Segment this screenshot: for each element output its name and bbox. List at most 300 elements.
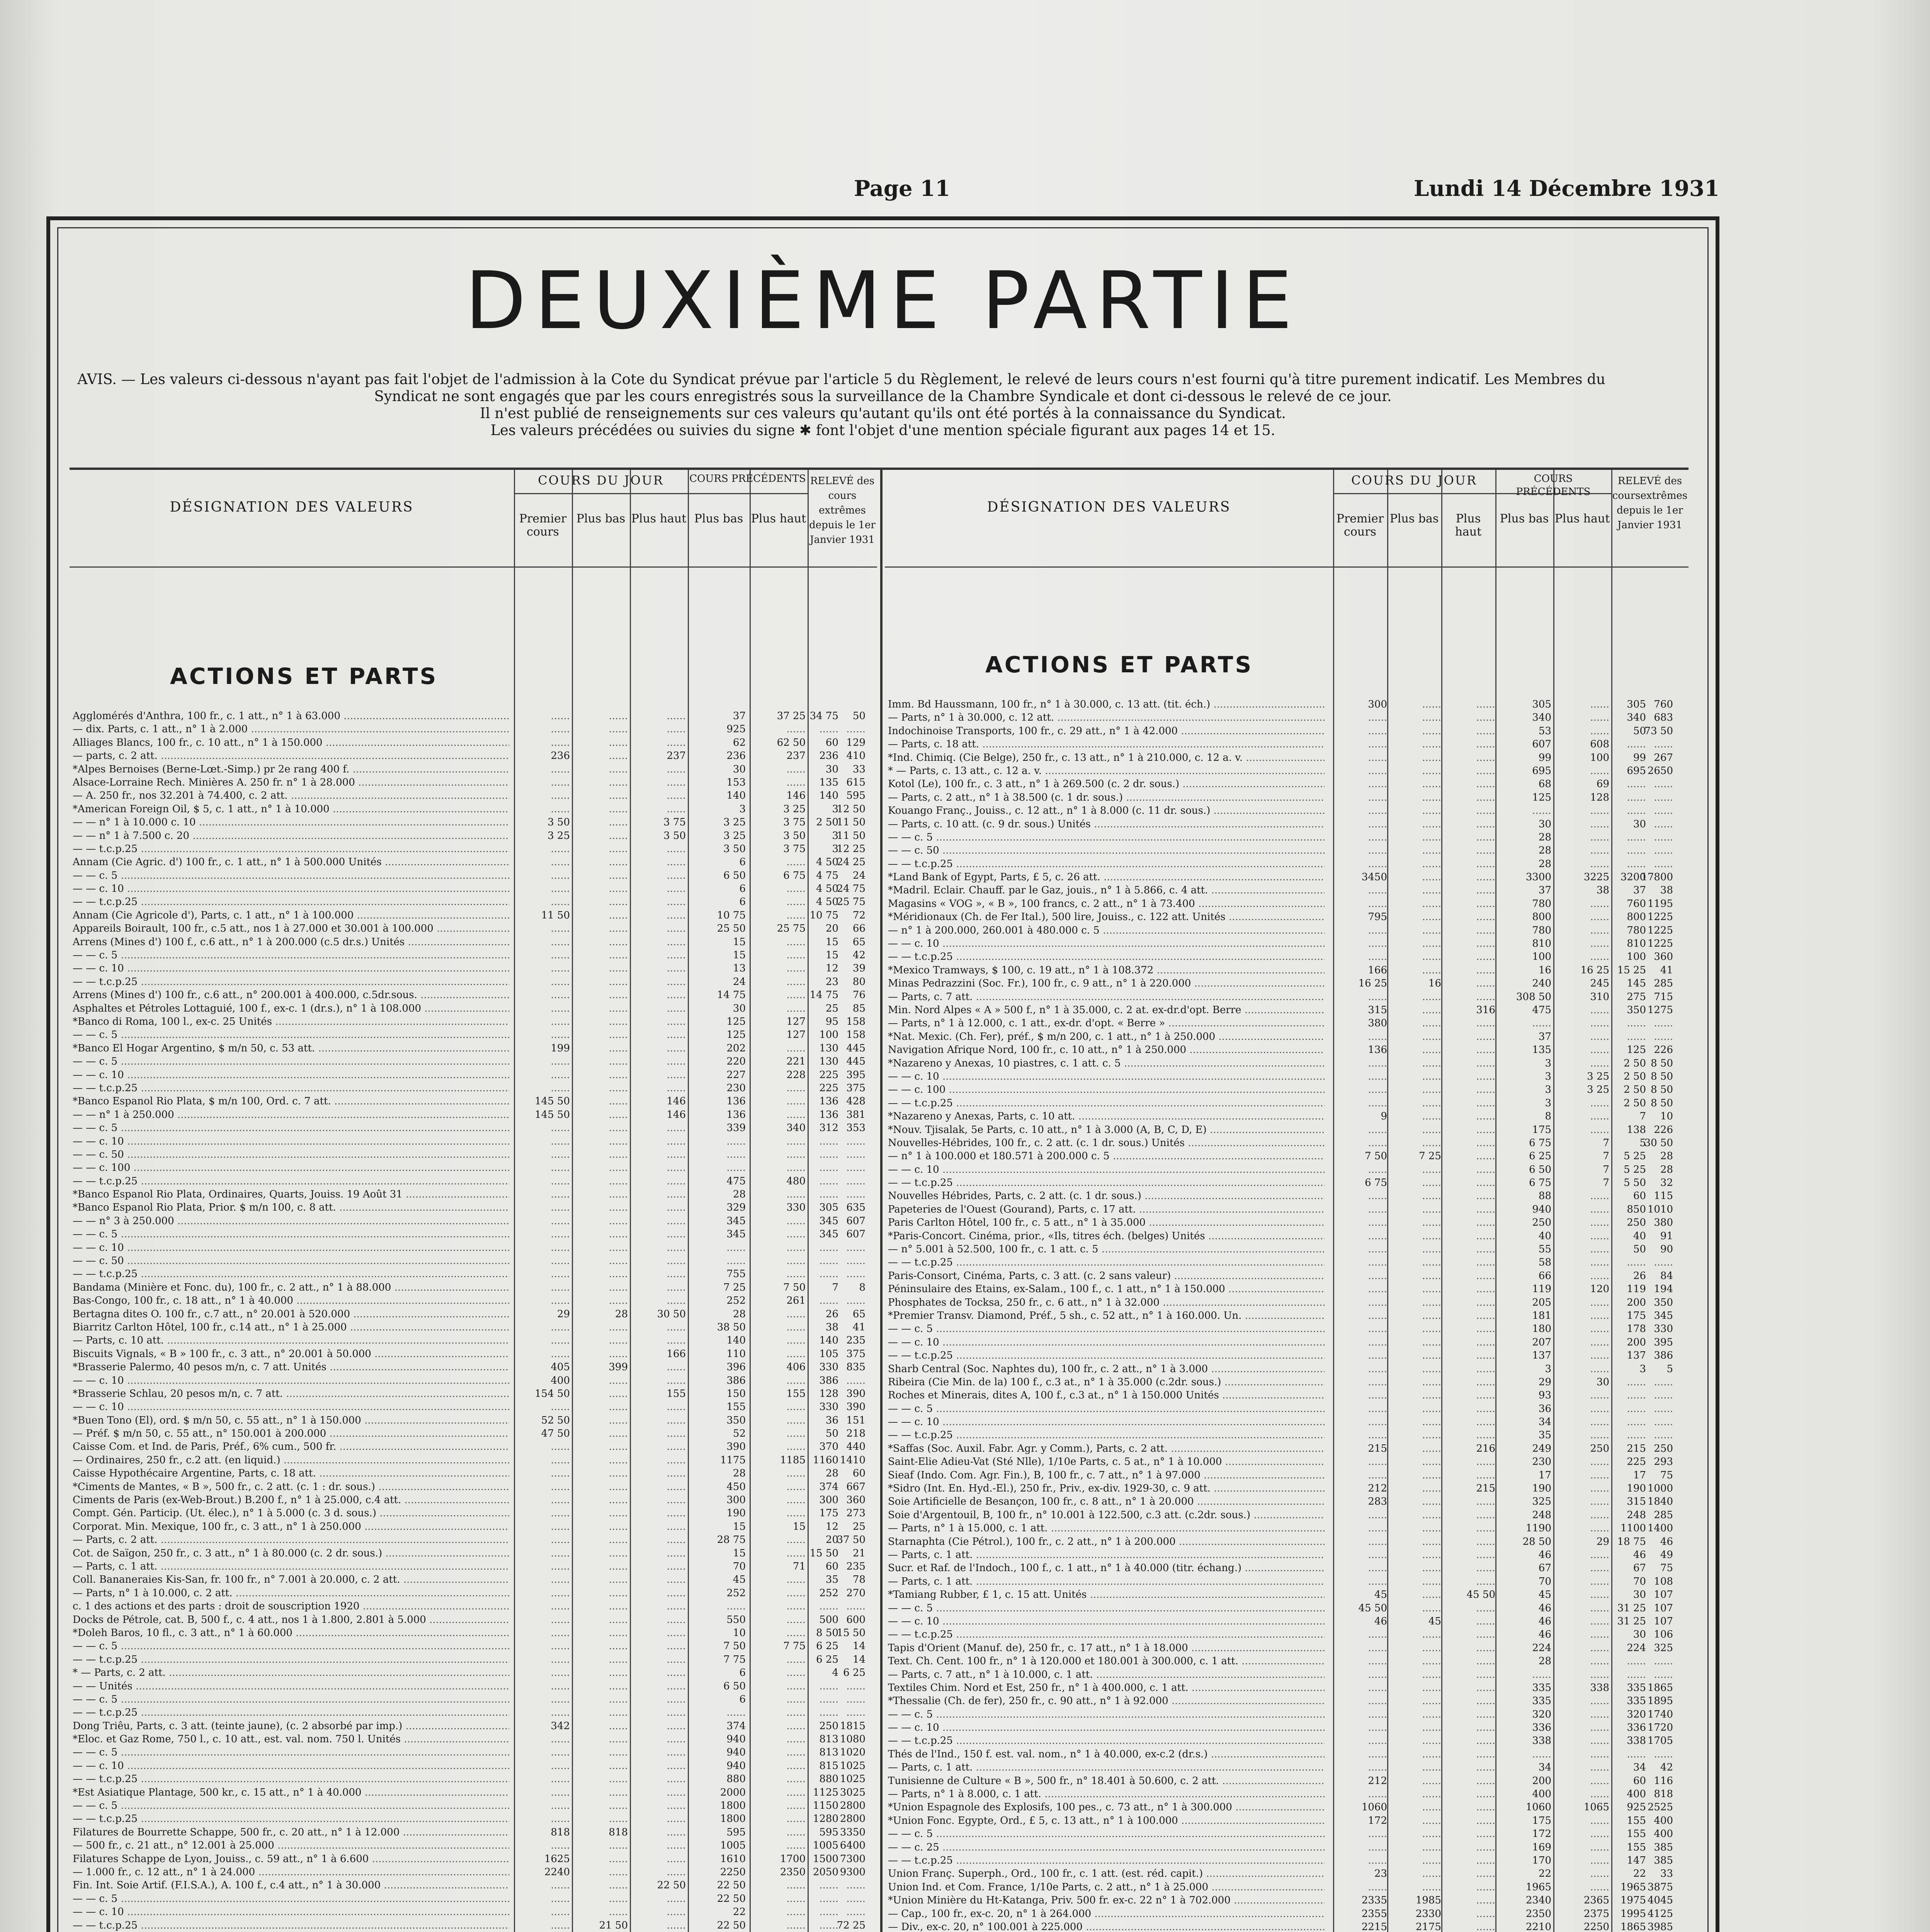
releve-high-value: 32 [1660, 1177, 1673, 1189]
prec-bas-value: 37 [1538, 1031, 1551, 1043]
plus-bas-value [570, 1653, 628, 1666]
prec-bas-value: 46 [1538, 1629, 1551, 1641]
table-row [885, 1628, 1689, 1641]
security-name: — Parts, c. 10 att. (c. 9 dr. sous.) Unités ..... [888, 818, 1325, 831]
releve-low-value: 225 [819, 1082, 838, 1094]
releve-high-value [823, 1254, 866, 1267]
releve-high-value: 194 [1654, 1283, 1673, 1295]
premier-cours-value [1329, 1761, 1387, 1774]
plus-bas-value [570, 1693, 628, 1706]
prec-bas-value: 34 [1538, 1416, 1551, 1428]
security-name: — — c. 10 ..... [888, 1721, 1325, 1734]
prec-bas-value: 10 75 [717, 909, 746, 921]
left-table [70, 470, 877, 1932]
premier-cours-value [1329, 804, 1387, 817]
premier-cours-value [1329, 1469, 1387, 1482]
plus-bas-value [570, 776, 628, 789]
table-row [885, 857, 1689, 871]
releve-low-value: 15 [825, 936, 838, 948]
prec-bas-value: 110 [726, 1348, 746, 1360]
table-row [70, 816, 877, 829]
security-name: — — t.c.p.25 ..... [888, 1349, 1325, 1362]
plus-haut-value [1437, 1469, 1495, 1482]
premier-cours-value [1329, 1189, 1387, 1202]
releve-low-value: 330 [819, 1401, 838, 1413]
releve-low-value: 1865 [1620, 1921, 1646, 1932]
prec-bas-value: 38 50 [717, 1321, 746, 1333]
releve-low-value: 10 75 [809, 909, 838, 921]
plus-haut-value [1437, 1349, 1495, 1362]
prec-haut-value: 221 [786, 1056, 806, 1068]
security-name: *Tamiang Rubber, £ 1, c. 15 att. Unités ..... [888, 1588, 1325, 1601]
prec-haut-value: 30 [1596, 1376, 1609, 1388]
releve-high-value: 395 [846, 1069, 866, 1081]
plus-bas-value [1383, 1774, 1441, 1787]
prec-bas-value [688, 1600, 746, 1613]
premier-cours-value [1329, 937, 1387, 950]
plus-bas-value [570, 975, 628, 988]
plus-bas-value: 399 [609, 1361, 628, 1373]
security-name: — — c. 50 ..... [73, 1254, 509, 1267]
security-name: Kouango Franç., Jouiss., c. 12 att., n° 1 à 8.000 (c. 11 dr. sous.) ..... [888, 804, 1325, 817]
notice-line: Il n'est publié de renseignements sur ces valeurs qu'autant qu'ils ont été portés à la connaissance du Syndicat. [480, 405, 1286, 422]
prec-bas-value [1493, 1017, 1551, 1030]
premier-cours-value [512, 1759, 570, 1772]
plus-bas-value [1383, 1469, 1441, 1482]
plus-haut-value [628, 723, 686, 736]
releve-high-value: 1000 [1647, 1483, 1673, 1495]
releve-high-value: 42 [1660, 1762, 1673, 1774]
premier-cours-value [1329, 1057, 1387, 1070]
releve-high-value: 25 [852, 1520, 866, 1532]
table-row [70, 1533, 877, 1546]
plus-bas-value [1383, 1256, 1441, 1269]
plus-haut-value [628, 1653, 686, 1666]
security-name: Paris-Consort, Cinéma, Parts, c. 3 att. (c. 2 sans valeur) ..... [888, 1269, 1325, 1282]
plus-haut-value [628, 949, 686, 962]
plus-bas-value [1383, 1189, 1441, 1202]
prec-haut-value [1551, 1628, 1609, 1641]
plus-haut-value [1437, 1694, 1495, 1708]
releve-low-value: 4 50 [816, 883, 838, 895]
plus-bas-value [1383, 1070, 1441, 1083]
premier-cours-value [1329, 1841, 1387, 1854]
releve-low-value: 400 [1627, 1788, 1646, 1800]
prec-bas-value: 3300 [1525, 871, 1551, 883]
prec-haut-value: 250 [1590, 1442, 1609, 1454]
prec-bas-value: 22 [1538, 1868, 1551, 1880]
security-name: *Paris-Concort. Cinéma, prior., «Ils, titres éch. (belges) Unités ..... [888, 1230, 1325, 1243]
plus-bas-value [570, 1161, 628, 1174]
premier-cours-value [1329, 924, 1387, 937]
releve-low-value: 305 [1627, 699, 1646, 710]
security-name: — — c. 25 ..... [888, 1841, 1325, 1854]
table-row [885, 1867, 1689, 1880]
releve-low-value: 335 [1627, 1695, 1646, 1707]
security-name: *Nat. Mexic. (Ch. Fer), préf., $ m/n 200, c. 1 att., n° 1 à 250.000 ..... [888, 1030, 1325, 1043]
premier-cours-value [512, 895, 570, 908]
prec-haut-value: 128 [1590, 791, 1609, 803]
releve-low-value: 1965 [1620, 1881, 1646, 1893]
security-name: — Parts, c. 2 att. ..... [73, 1533, 509, 1546]
releve-high-value: 218 [846, 1428, 866, 1440]
plus-haut-value [1437, 711, 1495, 724]
plus-haut-value [1437, 937, 1495, 950]
plus-bas-value [1383, 1827, 1441, 1840]
prec-haut-value: 3 25 [783, 803, 806, 815]
premier-cours-value [512, 1347, 570, 1361]
releve-high-value [823, 1374, 866, 1387]
plus-bas-value [1383, 1017, 1441, 1030]
prec-bas-value: 28 50 [1522, 1536, 1551, 1548]
plus-haut-value [1437, 1881, 1495, 1894]
plus-bas-value [570, 842, 628, 855]
prec-bas-value: 1005 [720, 1840, 746, 1852]
plus-haut-value: 215 [1476, 1483, 1495, 1495]
prec-bas-value: 29 [1538, 1376, 1551, 1388]
security-name: *Banco Espanol Rio Plata, $ m/n 100, Ord. c. 7 att. ..... [73, 1095, 509, 1108]
releve-high-value: 683 [1654, 712, 1673, 724]
security-name: Caisse Hypothécaire Argentine, Parts, c. 18 att. ..... [73, 1467, 509, 1480]
premier-cours-value: 818 [551, 1826, 570, 1838]
security-name: — — c. 5 ..... [73, 869, 509, 882]
plus-bas-value [1383, 1083, 1441, 1096]
table-row [70, 1108, 877, 1121]
plus-haut-value [1437, 1163, 1495, 1176]
plus-haut-value [1437, 698, 1495, 711]
premier-cours-value [512, 1188, 570, 1201]
releve-high-value: 595 [846, 790, 866, 802]
plus-bas-value [570, 1507, 628, 1520]
premier-cours-value: 212 [1368, 1775, 1387, 1787]
prec-haut-value [1551, 1097, 1609, 1110]
releve-low-value: 155 [1627, 1815, 1646, 1827]
plus-bas-value [570, 1573, 628, 1586]
prec-bas-value: 1060 [1525, 1801, 1551, 1813]
table-row [885, 924, 1689, 937]
prec-bas-value: 220 [726, 1056, 746, 1068]
premier-cours-value: 45 50 [1358, 1602, 1387, 1614]
premier-cours-value [512, 842, 570, 855]
releve-low-value: 6 25 [816, 1653, 838, 1665]
plus-bas-value [570, 723, 628, 736]
security-name: — — t.c.p.25 ..... [73, 842, 509, 855]
table-row [885, 1163, 1689, 1176]
plus-bas-value [1383, 1057, 1441, 1070]
premier-cours-value [512, 776, 570, 789]
releve-high-value: 445 [846, 1042, 866, 1054]
releve-high-value: 345 [1654, 1310, 1673, 1321]
releve-high-value [1631, 1748, 1673, 1761]
security-name: *Union Minière du Ht-Katanga, Priv. 500 fr. ex-c. 22 n° 1 à 702.000 ..... [888, 1894, 1325, 1907]
releve-low-value: 128 [819, 1388, 838, 1400]
premier-cours-value [1329, 1376, 1387, 1389]
table-row [885, 977, 1689, 990]
prec-bas-value: 6 [739, 1693, 746, 1705]
table-row [885, 1389, 1689, 1402]
table-row [70, 1772, 877, 1786]
releve-high-value: 285 [1654, 1509, 1673, 1521]
table-row [885, 818, 1689, 831]
table-row [885, 724, 1689, 738]
security-name: *Banco El Hogar Argentino, $ m/n 50, c. 53 att. ..... [73, 1042, 509, 1055]
plus-haut-value [628, 1560, 686, 1573]
premier-cours-value [512, 1161, 570, 1174]
premier-cours-value [512, 1879, 570, 1892]
security-name: Paris Carlton Hôtel, 100 fr., c. 5 att., n° 1 à 35.000 ..... [888, 1216, 1325, 1229]
table-row [70, 922, 877, 935]
plus-bas-value [1383, 1787, 1441, 1801]
premier-cours-value [1329, 1097, 1387, 1110]
prec-haut-value: 480 [786, 1175, 806, 1187]
prec-haut-value [1551, 1787, 1609, 1801]
table-row [885, 1230, 1689, 1243]
releve-high-value: 33 [1660, 1868, 1673, 1880]
plus-bas-value [1383, 1734, 1441, 1747]
plus-haut-value [628, 1400, 686, 1413]
security-name: — — c. 10 ..... [73, 1905, 509, 1918]
table-row [70, 1321, 877, 1334]
releve-low-value: 330 [819, 1361, 838, 1373]
releve-low-value: 386 [819, 1374, 838, 1386]
prec-haut-value: 38 [1596, 884, 1609, 896]
table-row [70, 1347, 877, 1361]
plus-haut-value [1437, 1801, 1495, 1814]
releve-high-value: 30 50 [1644, 1137, 1673, 1149]
plus-bas-value [1383, 964, 1441, 977]
releve-high-value [1631, 1389, 1673, 1402]
releve-high-value: 4125 [1647, 1908, 1673, 1920]
premier-cours-value: 145 50 [535, 1109, 570, 1121]
prec-bas-value: 28 [1538, 845, 1551, 857]
prec-bas-value: 35 [1538, 1429, 1551, 1441]
plus-bas-value [570, 1002, 628, 1015]
plus-haut-value [1437, 1841, 1495, 1854]
plus-bas-value [570, 763, 628, 776]
premier-cours-value [512, 1733, 570, 1746]
premier-cours-value [1329, 1136, 1387, 1150]
releve-high-value: 39 [852, 963, 866, 975]
plus-haut-value [1437, 1734, 1495, 1747]
prec-haut-value [1551, 1827, 1609, 1840]
premier-cours-value [512, 1600, 570, 1613]
premier-cours-value [512, 1121, 570, 1134]
prec-haut-value: 3 75 [783, 843, 806, 855]
plus-haut-value [628, 988, 686, 1002]
prec-bas-value: 925 [726, 723, 746, 735]
premier-cours-value [1329, 1402, 1387, 1415]
releve-high-value: 360 [846, 1494, 866, 1506]
plus-haut-value [628, 1480, 686, 1493]
releve-high-value: 65 [852, 936, 866, 948]
plus-bas-value [1383, 871, 1441, 884]
releve-high-value: 635 [846, 1202, 866, 1214]
security-name: — — n° 1 à 7.500 c. 20 ..... [73, 829, 509, 842]
prec-bas-value: 70 [733, 1561, 746, 1572]
plus-haut-value [1437, 1057, 1495, 1070]
table-row [70, 988, 877, 1002]
premier-cours-value [1329, 1734, 1387, 1747]
plus-haut-value [1437, 1243, 1495, 1256]
security-name: * — Parts, c. 13 att., c. 12 a. v. ..... [888, 764, 1325, 777]
prec-bas-value: 28 75 [717, 1534, 746, 1546]
plus-bas-value: 818 [609, 1826, 628, 1838]
prec-haut-value [1551, 1349, 1609, 1362]
plus-bas-value [570, 1759, 628, 1772]
table-row [70, 1573, 877, 1586]
plus-bas-value [1383, 1309, 1441, 1322]
security-name: — — c. 5 ..... [73, 1746, 509, 1759]
plus-bas-value [1383, 1123, 1441, 1136]
security-name: Sharb Central (Soc. Naphtes du), 100 fr., c. 2 att., n° 1 à 3.000 ..... [888, 1362, 1325, 1376]
releve-low-value: 34 75 [809, 710, 838, 722]
security-name: — n° 1 à 100.000 et 180.571 à 200.000 c. 5 ..... [888, 1150, 1325, 1163]
releve-high-value: 73 50 [1644, 725, 1673, 737]
prec-haut-value [1551, 1243, 1609, 1256]
premier-cours-value [512, 1919, 570, 1932]
prec-haut-value: 2375 [1583, 1908, 1609, 1920]
plus-bas-value [1383, 1455, 1441, 1468]
releve-high-value: 1705 [1647, 1735, 1673, 1747]
plus-haut-value [1437, 964, 1495, 977]
releve-low-value: 5 25 [1624, 1163, 1646, 1175]
prec-haut-value [1551, 1336, 1609, 1349]
plus-haut-value [628, 909, 686, 922]
prec-haut-value [1551, 1548, 1609, 1561]
prec-haut-value: 100 [1590, 752, 1609, 764]
prec-bas-value: 224 [1532, 1642, 1551, 1654]
page-title: DEUXIÈME PARTIE [465, 255, 1301, 347]
prec-haut-value: 608 [1590, 738, 1609, 750]
premier-cours-value [1329, 1641, 1387, 1655]
table-row [70, 1374, 877, 1387]
security-name: Starnaphta (Cie Pétrol.), 100 fr., c. 2 att., n° 1 à 200.000 ..... [888, 1535, 1325, 1548]
table-row [70, 789, 877, 802]
plus-bas-value [1383, 1136, 1441, 1150]
plus-bas-value [1383, 1030, 1441, 1043]
table-row [70, 1028, 877, 1041]
table-row [885, 1615, 1689, 1628]
premier-cours-value [512, 763, 570, 776]
releve-low-value: 500 [819, 1614, 838, 1626]
releve-high-value [1631, 1415, 1673, 1429]
releve-high-value: 400 [1654, 1815, 1673, 1827]
plus-haut-value [1437, 1150, 1495, 1163]
prec-bas-value: 58 [1538, 1257, 1551, 1269]
plus-haut-value [1437, 950, 1495, 963]
security-name: Appareils Boirault, 100 fr., c.5 att., nos 1 à 27.000 et 30.001 à 100.000 ..... [73, 922, 509, 935]
plus-haut-value [1437, 1189, 1495, 1202]
plus-bas-value [570, 1387, 628, 1400]
prec-bas-value: 205 [1532, 1296, 1551, 1308]
plus-bas-value [1383, 1588, 1441, 1601]
prec-bas-value: 6 50 [723, 869, 746, 881]
releve-low-value: 12 [825, 963, 838, 975]
plus-haut-value [1437, 1761, 1495, 1774]
prec-bas-value: 181 [1532, 1310, 1551, 1321]
prec-haut-value: 340 [786, 1122, 806, 1134]
table-row [885, 897, 1689, 910]
table-row [70, 1095, 877, 1108]
premier-cours-value [1329, 711, 1387, 724]
prec-haut-value [1551, 1748, 1609, 1761]
plus-bas-value [570, 988, 628, 1002]
plus-bas-value: 45 [1428, 1615, 1441, 1627]
releve-low-value: 2 50 [1624, 1097, 1646, 1109]
prec-haut-value: 71 [792, 1561, 806, 1572]
releve-low-value: 250 [1627, 1217, 1646, 1229]
plus-bas-value: 1985 [1415, 1895, 1441, 1906]
premier-cours-value [1329, 777, 1387, 791]
table-row [885, 1043, 1689, 1056]
releve-high-value: 390 [846, 1401, 866, 1413]
releve-high-value: 151 [846, 1414, 866, 1426]
prec-haut-value: 245 [1590, 978, 1609, 990]
security-name: — — c. 5 ..... [888, 1402, 1325, 1415]
security-name: Caisse Com. et Ind. de Paris, Préf., 6% cum., 500 fr. ..... [73, 1440, 509, 1453]
notice-line: Syndicat ne sont engagés que par les cours enregistrés sous la surveillance de la Chambre Syndicale et dont ci-dessous le relevé de ce jour. [374, 388, 1392, 405]
prec-haut-value [1551, 1230, 1609, 1243]
premier-cours-value [1329, 857, 1387, 871]
prec-bas-value: 28 [733, 1468, 746, 1480]
prec-bas-value: 55 [1538, 1243, 1551, 1255]
premier-cours-value [512, 1666, 570, 1679]
security-name: — Parts, c. 2 att., n° 1 à 38.500 (c. 1 dr. sous.) ..... [888, 791, 1325, 804]
prec-bas-value: 125 [726, 1015, 746, 1027]
prec-bas-value: 125 [726, 1029, 746, 1041]
security-name: — — c. 5 ..... [73, 1799, 509, 1812]
releve-high-value: 80 [852, 976, 866, 988]
prec-bas-value: 100 [1532, 951, 1551, 963]
prec-bas-value: 1800 [720, 1813, 746, 1825]
plus-haut-value [628, 1121, 686, 1134]
plus-haut-value [1437, 1282, 1495, 1296]
prec-bas-value: 22 50 [717, 1893, 746, 1905]
plus-bas-value [1383, 1668, 1441, 1681]
premier-cours-value: 212 [1368, 1483, 1387, 1495]
security-name: — — t.c.p.25 ..... [888, 1176, 1325, 1189]
prec-bas-value [688, 1241, 746, 1254]
premier-cours-value [1329, 1787, 1387, 1801]
prec-bas-value: 607 [1532, 738, 1551, 750]
premier-cours-value [512, 1254, 570, 1267]
premier-cours-value [1329, 1070, 1387, 1083]
prec-haut-value [1551, 1030, 1609, 1043]
prec-bas-value: 6 [739, 856, 746, 868]
prec-bas-value: 46 [1538, 1602, 1551, 1614]
plus-haut-value [1437, 1920, 1495, 1932]
table-row [885, 1429, 1689, 1442]
prec-bas-value: 3 [739, 803, 746, 815]
security-name: *Méridionaux (Ch. de Fer Ital.), 500 lire, Jouiss., c. 122 att. Unités ..... [888, 910, 1325, 923]
prec-haut-value [1551, 937, 1609, 950]
releve-high-value: 1025 [840, 1773, 866, 1785]
prec-haut-value: 2250 [1583, 1921, 1609, 1932]
premier-cours-value [512, 1587, 570, 1600]
security-name: Nouvelles Hébrides, Parts, c. 2 att. (c. 1 dr. sous.) ..... [888, 1189, 1325, 1202]
plus-bas-value [570, 1626, 628, 1639]
prec-bas-value: 3 25 [723, 816, 746, 828]
releve-high-value: 760 [1654, 699, 1673, 710]
security-name: Thés de l'Ind., 150 f. est. val. nom., n° 1 à 40.000, ex-c.2 (dr.s.) ..... [888, 1748, 1325, 1761]
security-name: Union Ind. et Com. France, 1/10e Parts, c. 2 att., n° 1 à 25.000 ..... [888, 1881, 1325, 1894]
table-row [885, 1336, 1689, 1349]
security-name: *Thessalie (Ch. de fer), 250 fr., c. 90 att., n° 1 à 92.000 ..... [888, 1694, 1325, 1708]
table-row [70, 1254, 877, 1267]
security-name: *Ind. Chimiq. (Cie Belge), 250 fr., c. 13 att., n° 1 à 210.000, c. 12 a. v. ..... [888, 751, 1325, 764]
page-date: Lundi 14 Décembre 1931 [1414, 176, 1719, 201]
plus-bas-value [570, 1055, 628, 1068]
